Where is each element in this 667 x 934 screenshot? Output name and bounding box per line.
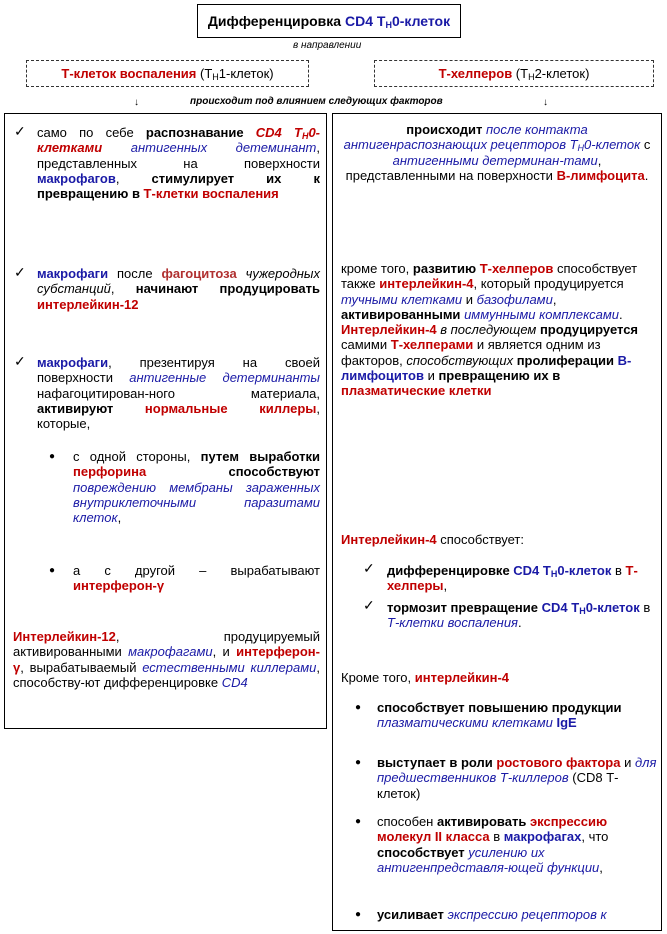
- factors-label: происходит под влиянием следующих факторов: [190, 96, 443, 107]
- bullet-icon: ●: [355, 816, 362, 827]
- th2-factors-panel: [332, 113, 662, 931]
- direction-label: в направлении: [293, 40, 362, 51]
- check-icon: ✓: [363, 597, 375, 613]
- left-item-1: само по себе распознавание CD4 $T_H0$-клетками антигенных детеминант, представленных на поверхности макрофагов, стимулирует их к превращению в Т-клетки воспаления: [37, 125, 320, 202]
- right-paragraph-1: происходит после контакта антигенраспознающих рецепторов $T_H0$-клеток с антигенными детерминан-тами, представленными на поверхности B-лимфоцита.: [343, 122, 651, 183]
- th2-header-box: Т-хелперов $(T_H2-клеток)$: [374, 60, 654, 87]
- check-icon: ✓: [363, 560, 375, 576]
- right-bullet-2: выступает в роли ростового фактора и для предшественников Т-киллеров (CD8 Т-клеток): [377, 755, 657, 801]
- check-icon: ✓: [14, 123, 26, 139]
- arrow-down-icon: ↓: [134, 97, 139, 108]
- page-title: Дифференцировка CD4 $T_H0$-клеток: [197, 4, 461, 38]
- arrow-down-icon: ↓: [543, 97, 548, 108]
- left-item-2: макрофаги после фагоцитоза чужеродных субстанций, начинают продуцировать интерлейкин-12: [37, 266, 320, 312]
- bullet-icon: ●: [355, 702, 362, 713]
- right-bullet-1: способствует повышению продукции плазматическими клетками IgE: [377, 700, 622, 731]
- left-subitem-1: с одной стороны, путем выработки перфорина способствуют повреждению мембраны зараженных внутриклеточными паразитами клеток,: [73, 449, 321, 526]
- bullet-icon: ●: [49, 565, 56, 576]
- left-summary-paragraph: Интерлейкин-12, продуцируемый активированными макрофагами, и интерферон-γ, вырабатываемый естественными киллерами, способству-ют дифференцировке CD4: [13, 629, 321, 690]
- right-check-item-1: дифференцировке CD4 $T_H0$-клеток в Т-хелперы,: [387, 563, 638, 594]
- bullet-icon: ●: [49, 451, 56, 462]
- right-bullet-3: способен активировать экспрессию молекул II класса в макрофагах, что способствует усилению их антигенпредставля-ющей функции,: [377, 814, 609, 875]
- right-check-item-2: тормозит превращение CD4 $T_H0$-клеток в Т-клетки воспаления.: [387, 600, 651, 631]
- th1-factors-panel: [4, 113, 327, 729]
- check-icon: ✓: [14, 264, 26, 280]
- left-item-3: макрофаги, презентируя на своей поверхности антигенные детерминанты нафагоцитирован-ного материала, активируют нормальные киллеры, которые,: [37, 355, 320, 432]
- right-paragraph-2: кроме того, развитию Т-хелперов способствует также интерлейкин-4, который продуцируется тучными клетками и базофилами, активированными иммунными комплексами. Интерлейкин-4 в последующем продуцируется самими Т-хелперами и является одним из факторов, способствующих пролиферации B-лимфоцитов и превращению их в плазматические клетки: [341, 261, 639, 399]
- right-paragraph-3: Интерлейкин-4 способствует:: [341, 532, 524, 547]
- check-icon: ✓: [14, 353, 26, 369]
- bullet-icon: ●: [355, 909, 362, 920]
- right-paragraph-4: Кроме того, интерлейкин-4: [341, 670, 510, 685]
- th1-header-box: Т-клеток воспаления $(T_H1-клеток)$: [26, 60, 309, 87]
- right-bullet-4: усиливает экспрессию рецепторов к: [377, 907, 607, 922]
- left-subitem-2: а с другой – вырабатывают интерферон-γ: [73, 563, 320, 594]
- bullet-icon: ●: [355, 757, 362, 768]
